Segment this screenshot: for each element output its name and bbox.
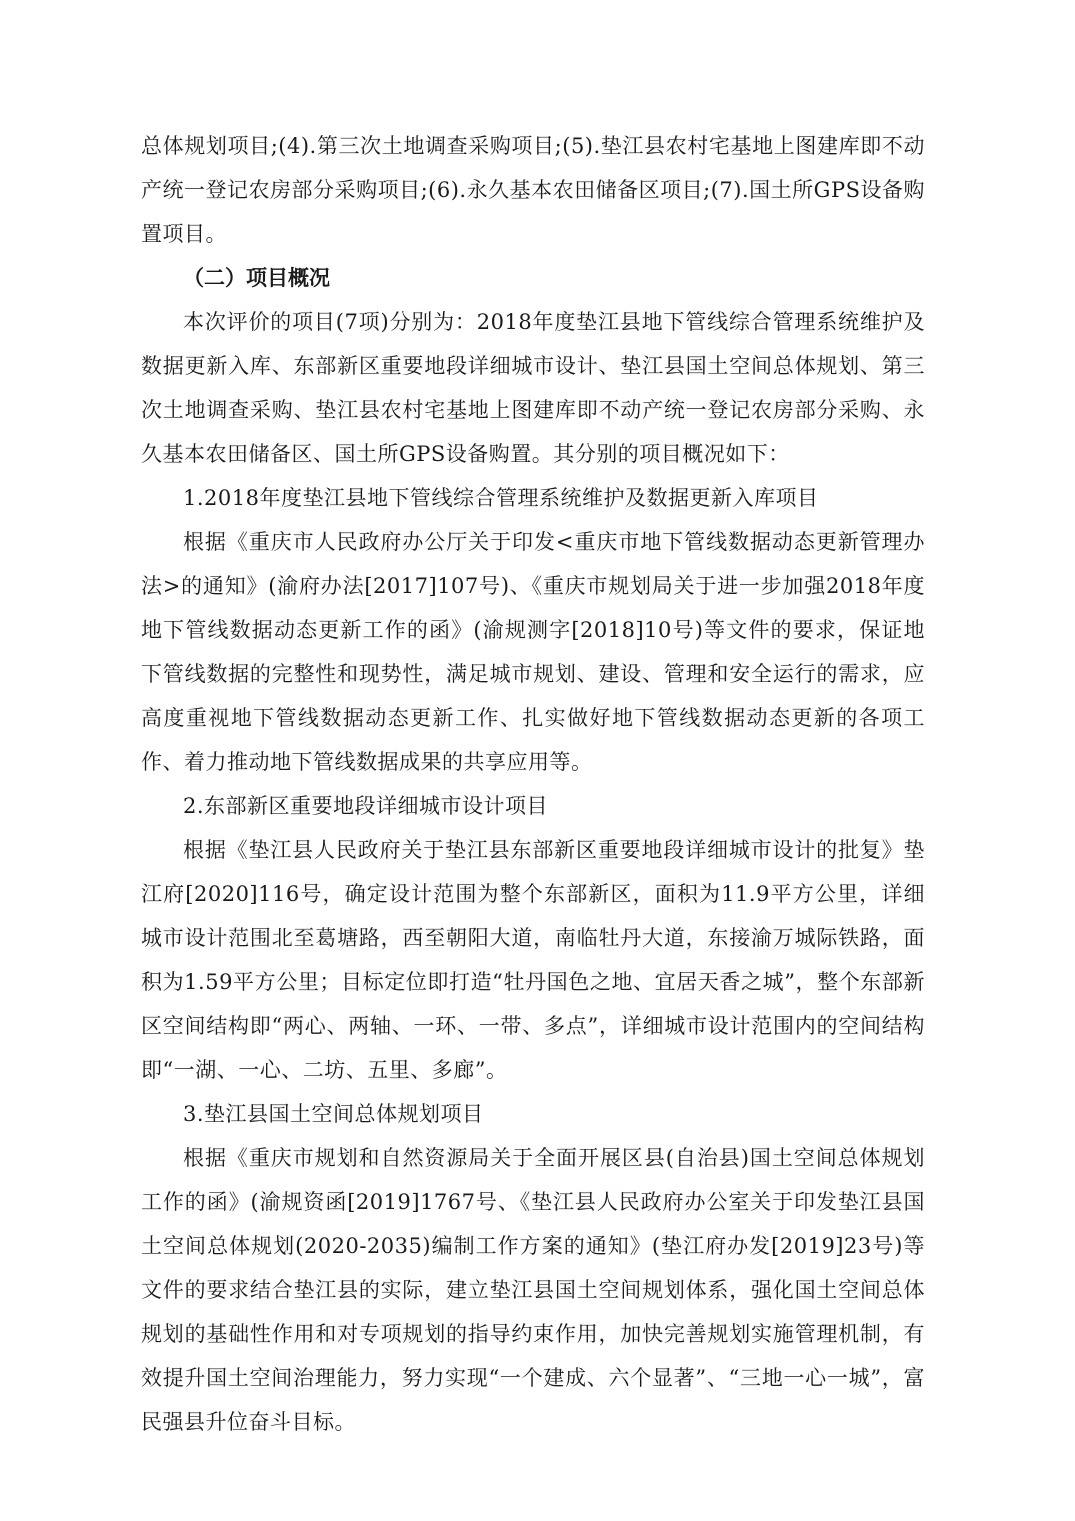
document-body	[141, 124, 925, 1444]
subheading-project-2: 2.东部新区重要地段详细城市设计项目	[183, 794, 549, 818]
paragraph-project-1: 根据《重庆市人民政府办公厅关于印发<重庆市地下管线数据动态更新管理办法>的通知》(渝府办法[2017]107号)、《重庆市规划局关于进一步加强2018年度地下管线数据动态更新工作的函》(渝规测字[2018]10号)等文件的要求，保证地下管线数据的完整性和现势性，满足城市规划、建设、管理和安全运行的需求，应高度重视地下管线数据动态更新工作、扎实做好地下管线数据动态更新的各项工作、着力推动地下管线数据成果的共享应用等。	[141, 530, 925, 774]
paragraph-project-2: 根据《垫江县人民政府关于垫江县东部新区重要地段详细城市设计的批复》垫江府[2020]116号，确定设计范围为整个东部新区，面积为11.9平方公里，详细城市设计范围北至葛塘路，西至朝阳大道，南临牡丹大道，东接渝万城际铁路，面积为1.59平方公里；目标定位即打造“牡丹国色之地、宜居天香之城”，整个东部新区空间结构即“两心、两轴、一环、一带、多点”，详细城市设计范围内的空间结构即“一湖、一心、二坊、五里、多廊”。	[141, 838, 925, 1082]
subheading-project-3: 3.垫江县国土空间总体规划项目	[183, 1102, 484, 1126]
paragraph-project-3: 根据《重庆市规划和自然资源局关于全面开展区县(自治县)国土空间总体规划工作的函》(渝规资函[2019]1767号、《垫江县人民政府办公室关于印发垫江县国土空间总体规划(2020-2035)编制工作方案的通知》(垫江府办发[2019]23号)等文件的要求结合垫江县的实际，建立垫江县国土空间规划体系，强化国土空间总体规划的基础性作用和对专项规划的指导约束作用，加快完善规划实施管理机制，有效提升国土空间治理能力，努力实现“一个建成、六个显著”、“三地一心一城”，富民强县升位奋斗目标。	[141, 1146, 925, 1434]
section-heading-project-overview: （二）项目概况	[183, 266, 330, 290]
subheading-project-1: 1.2018年度垫江县地下管线综合管理系统维护及数据更新入库项目	[183, 486, 819, 510]
paragraph-project-list: 本次评价的项目(7项)分别为：2018年度垫江县地下管线综合管理系统维护及数据更新入库、东部新区重要地段详细城市设计、垫江县国土空间总体规划、第三次土地调查采购、垫江县农村宅基地上图建库即不动产统一登记农房部分采购、永久基本农田储备区、国土所GPS设备购置。其分别的项目概况如下：	[141, 310, 925, 466]
paragraph-continuation: 总体规划项目;(4).第三次土地调查采购项目;(5).垫江县农村宅基地上图建库即不动产统一登记农房部分采购项目;(6).永久基本农田储备区项目;(7).国土所GPS设备购置项目。	[141, 134, 925, 246]
